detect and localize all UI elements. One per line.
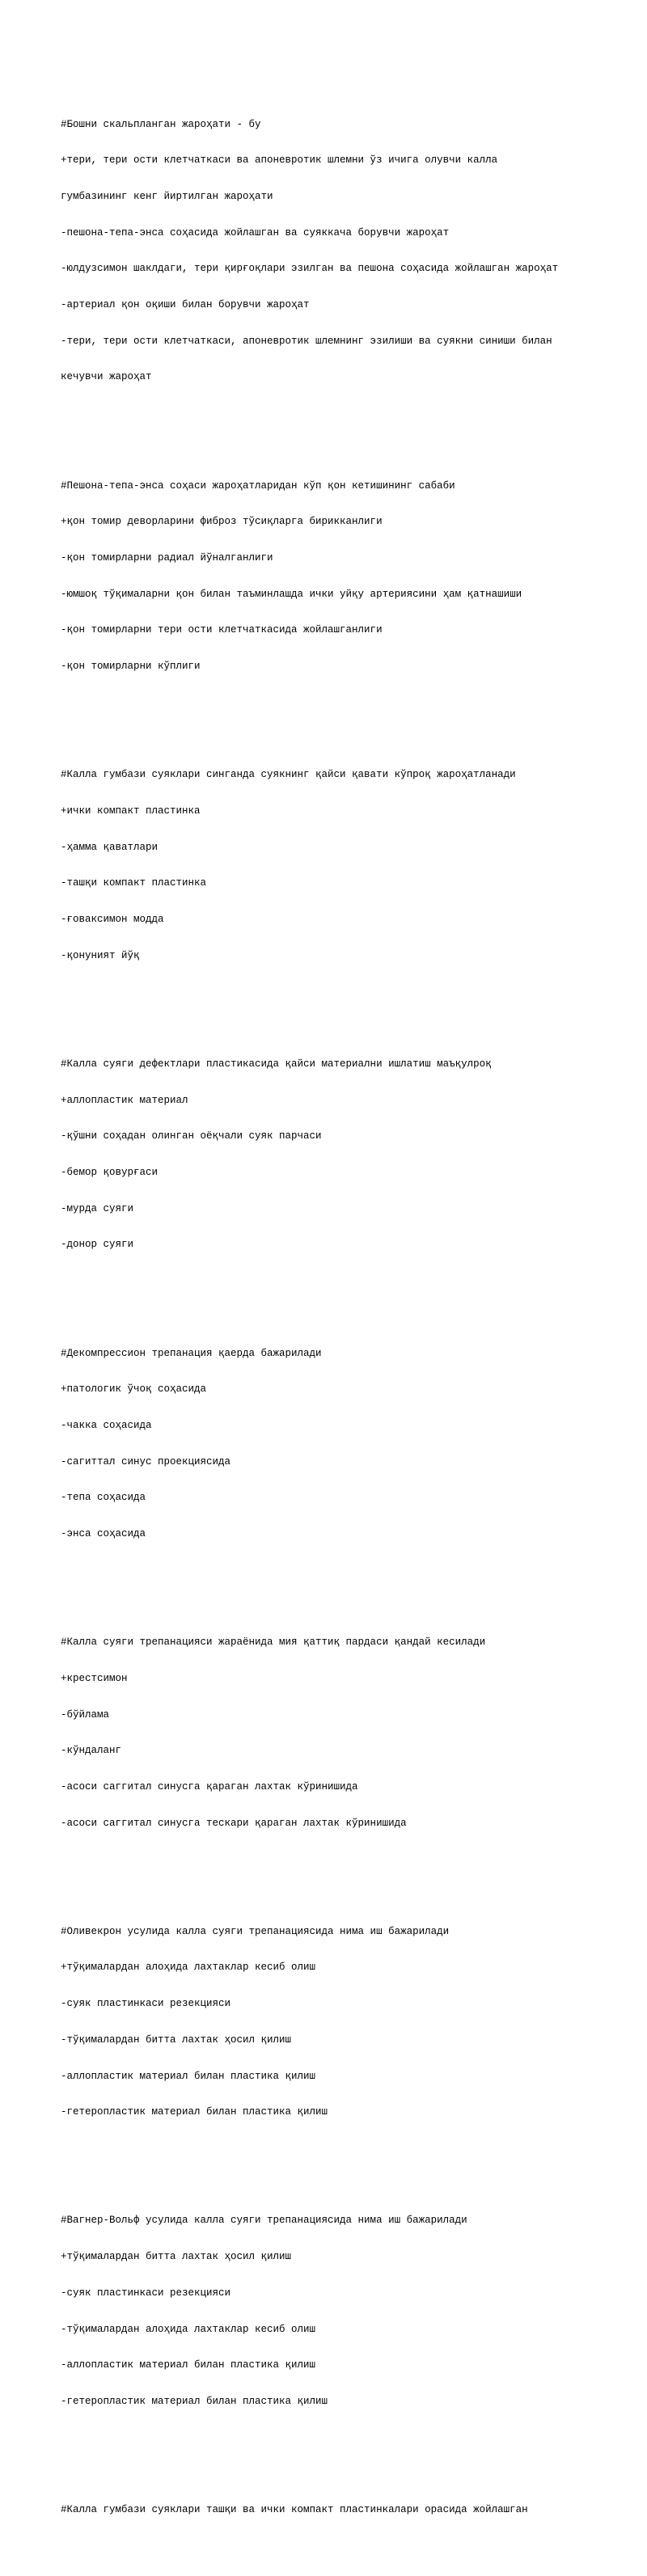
wrong-answer: -чакка соҳасида	[61, 1419, 152, 1431]
wrong-answer: -кўндаланг	[61, 1745, 122, 1757]
wrong-answer: -гетеропластик материал билан пластика қилиш	[61, 2106, 328, 2118]
question-block	[61, 2480, 643, 2540]
question-text: #Вагнер-Вольф усулида калла суяги трепанациясида нима иш бажарилади	[61, 2215, 467, 2227]
wrong-answer: -суяк пластинкаси резекцияси	[61, 2287, 231, 2299]
wrong-answer: -пешона-тепа-энса соҳасида жойлашган ва суяккача борувчи жароҳат	[61, 226, 450, 239]
wrong-answer: -бемор қовурғаси	[61, 1166, 159, 1178]
correct-answer: +қон томир деворларини фиброз тўсиқларга бирикканлиги	[61, 516, 383, 528]
wrong-answer: -қон томирларни радиал йўналганлиги	[61, 551, 273, 564]
question-block	[61, 1612, 643, 1853]
wrong-answer: -гетеропластик материал билан пластика қилиш	[61, 2395, 328, 2407]
correct-answer: +ички компакт пластинка	[61, 804, 201, 817]
wrong-answer: -қонуният йўқ	[61, 949, 140, 961]
question-text: #Пешона-тепа-энса соҳаси жароҳатларидан кўп қон кетишининг сабаби	[61, 479, 455, 492]
wrong-answer: -асоси саггитал синусга тескари қараган лахтак кўринишида	[61, 1817, 407, 1829]
wrong-answer: -тўқималардан алоҳида лахтаклар кесиб олиш	[61, 2323, 316, 2335]
question-text: #Декомпрессион трепанация қаерда бажарилади	[61, 1347, 322, 1359]
question-block	[61, 1324, 643, 1565]
wrong-answer: -тери, тери ости клетчаткаси, апоневротик шлемнинг эзилиши ва суякни синиши билан	[61, 335, 552, 347]
correct-answer: +аллопластик материал	[61, 1094, 188, 1106]
question-block	[61, 95, 643, 408]
wrong-answer: -қон томирларни тери ости клетчаткасида жойлашганлиги	[61, 624, 383, 636]
question-text: #Калла суяги трепанацияси жараёнида мия қаттиқ пардаси қандай кесилади	[61, 1636, 486, 1649]
wrong-answer: -ташқи компакт пластинка	[61, 877, 207, 889]
wrong-answer: -аллопластик материал билан пластика қилиш	[61, 2359, 316, 2371]
question-block	[61, 1034, 643, 1275]
document-page	[61, 58, 643, 2576]
wrong-answer: -асоси саггитал синусга қараган лахтак кўринишида	[61, 1780, 358, 1793]
wrong-answer: -қўшни соҳадан олинган оёқчали суяк парчаси	[61, 1130, 322, 1142]
wrong-answer: -тепа соҳасида	[61, 1492, 146, 1504]
correct-answer: +тўқималардан битта лахтак ҳосил қилиш	[61, 2251, 292, 2263]
correct-answer: +крестсимон	[61, 1672, 128, 1684]
correct-answer: +патологик ўчоқ соҳасида	[61, 1383, 207, 1396]
question-text: #Калла гумбази суяклари ташқи ва ички компакт пластинкалари орасида жойлашган	[61, 2504, 528, 2516]
wrong-answer-continued: кечувчи жароҳат	[61, 371, 152, 383]
wrong-answer: -қон томирларни кўплиги	[61, 661, 201, 673]
wrong-answer: -ғоваксимон модда	[61, 914, 164, 926]
wrong-answer: -донор суяги	[61, 1239, 134, 1251]
wrong-answer: -суяк пластинкаси резекцияси	[61, 1998, 231, 2010]
wrong-answer: -бўйлама	[61, 1708, 110, 1721]
wrong-answer: -юлдузсимон шаклдаги, тери қирғоқлари эзилган ва пешона соҳасида жойлашган жароҳат	[61, 263, 559, 275]
question-block	[61, 2191, 643, 2432]
wrong-answer: -мурда суяги	[61, 1202, 134, 1214]
question-text: #Бошни скальпланган жароҳати - бу	[61, 118, 261, 130]
question-block	[61, 1902, 643, 2143]
question-block	[61, 456, 643, 697]
wrong-answer: -тўқималардан битта лахтак ҳосил қилиш	[61, 2033, 292, 2046]
wrong-answer: -энса соҳасида	[61, 1528, 146, 1540]
correct-answer: +тери, тери ости клетчаткаси ва апоневротик шлемни ўз ичига олувчи калла	[61, 154, 498, 167]
question-block	[61, 745, 643, 986]
question-text: #Калла гумбази суяклари синганда суякнинг қайси қавати кўпроқ жароҳатланади	[61, 769, 516, 781]
correct-answer: +тўқималардан алоҳида лахтаклар кесиб олиш	[61, 1962, 316, 1974]
wrong-answer: -сагиттал синус проекциясида	[61, 1455, 231, 1467]
question-text: #Оливекрон усулида калла суяги трепанациясида нима иш бажарилади	[61, 1925, 450, 1937]
wrong-answer: -аллопластик материал билан пластика қилиш	[61, 2070, 316, 2082]
wrong-answer: -артериал қон оқиши билан борувчи жароҳат	[61, 299, 310, 311]
wrong-answer: -юмшоқ тўқималарни қон билан таъминлашда ички уйқу артериясини ҳам қатнашиши	[61, 588, 522, 600]
question-text: #Калла суяги дефектлари пластикасида қайси материални ишлатиш маъқулроқ	[61, 1058, 492, 1070]
correct-answer-continued: гумбазининг кенг йиртилган жароҳати	[61, 190, 273, 202]
wrong-answer: -ҳамма қаватлари	[61, 841, 159, 853]
